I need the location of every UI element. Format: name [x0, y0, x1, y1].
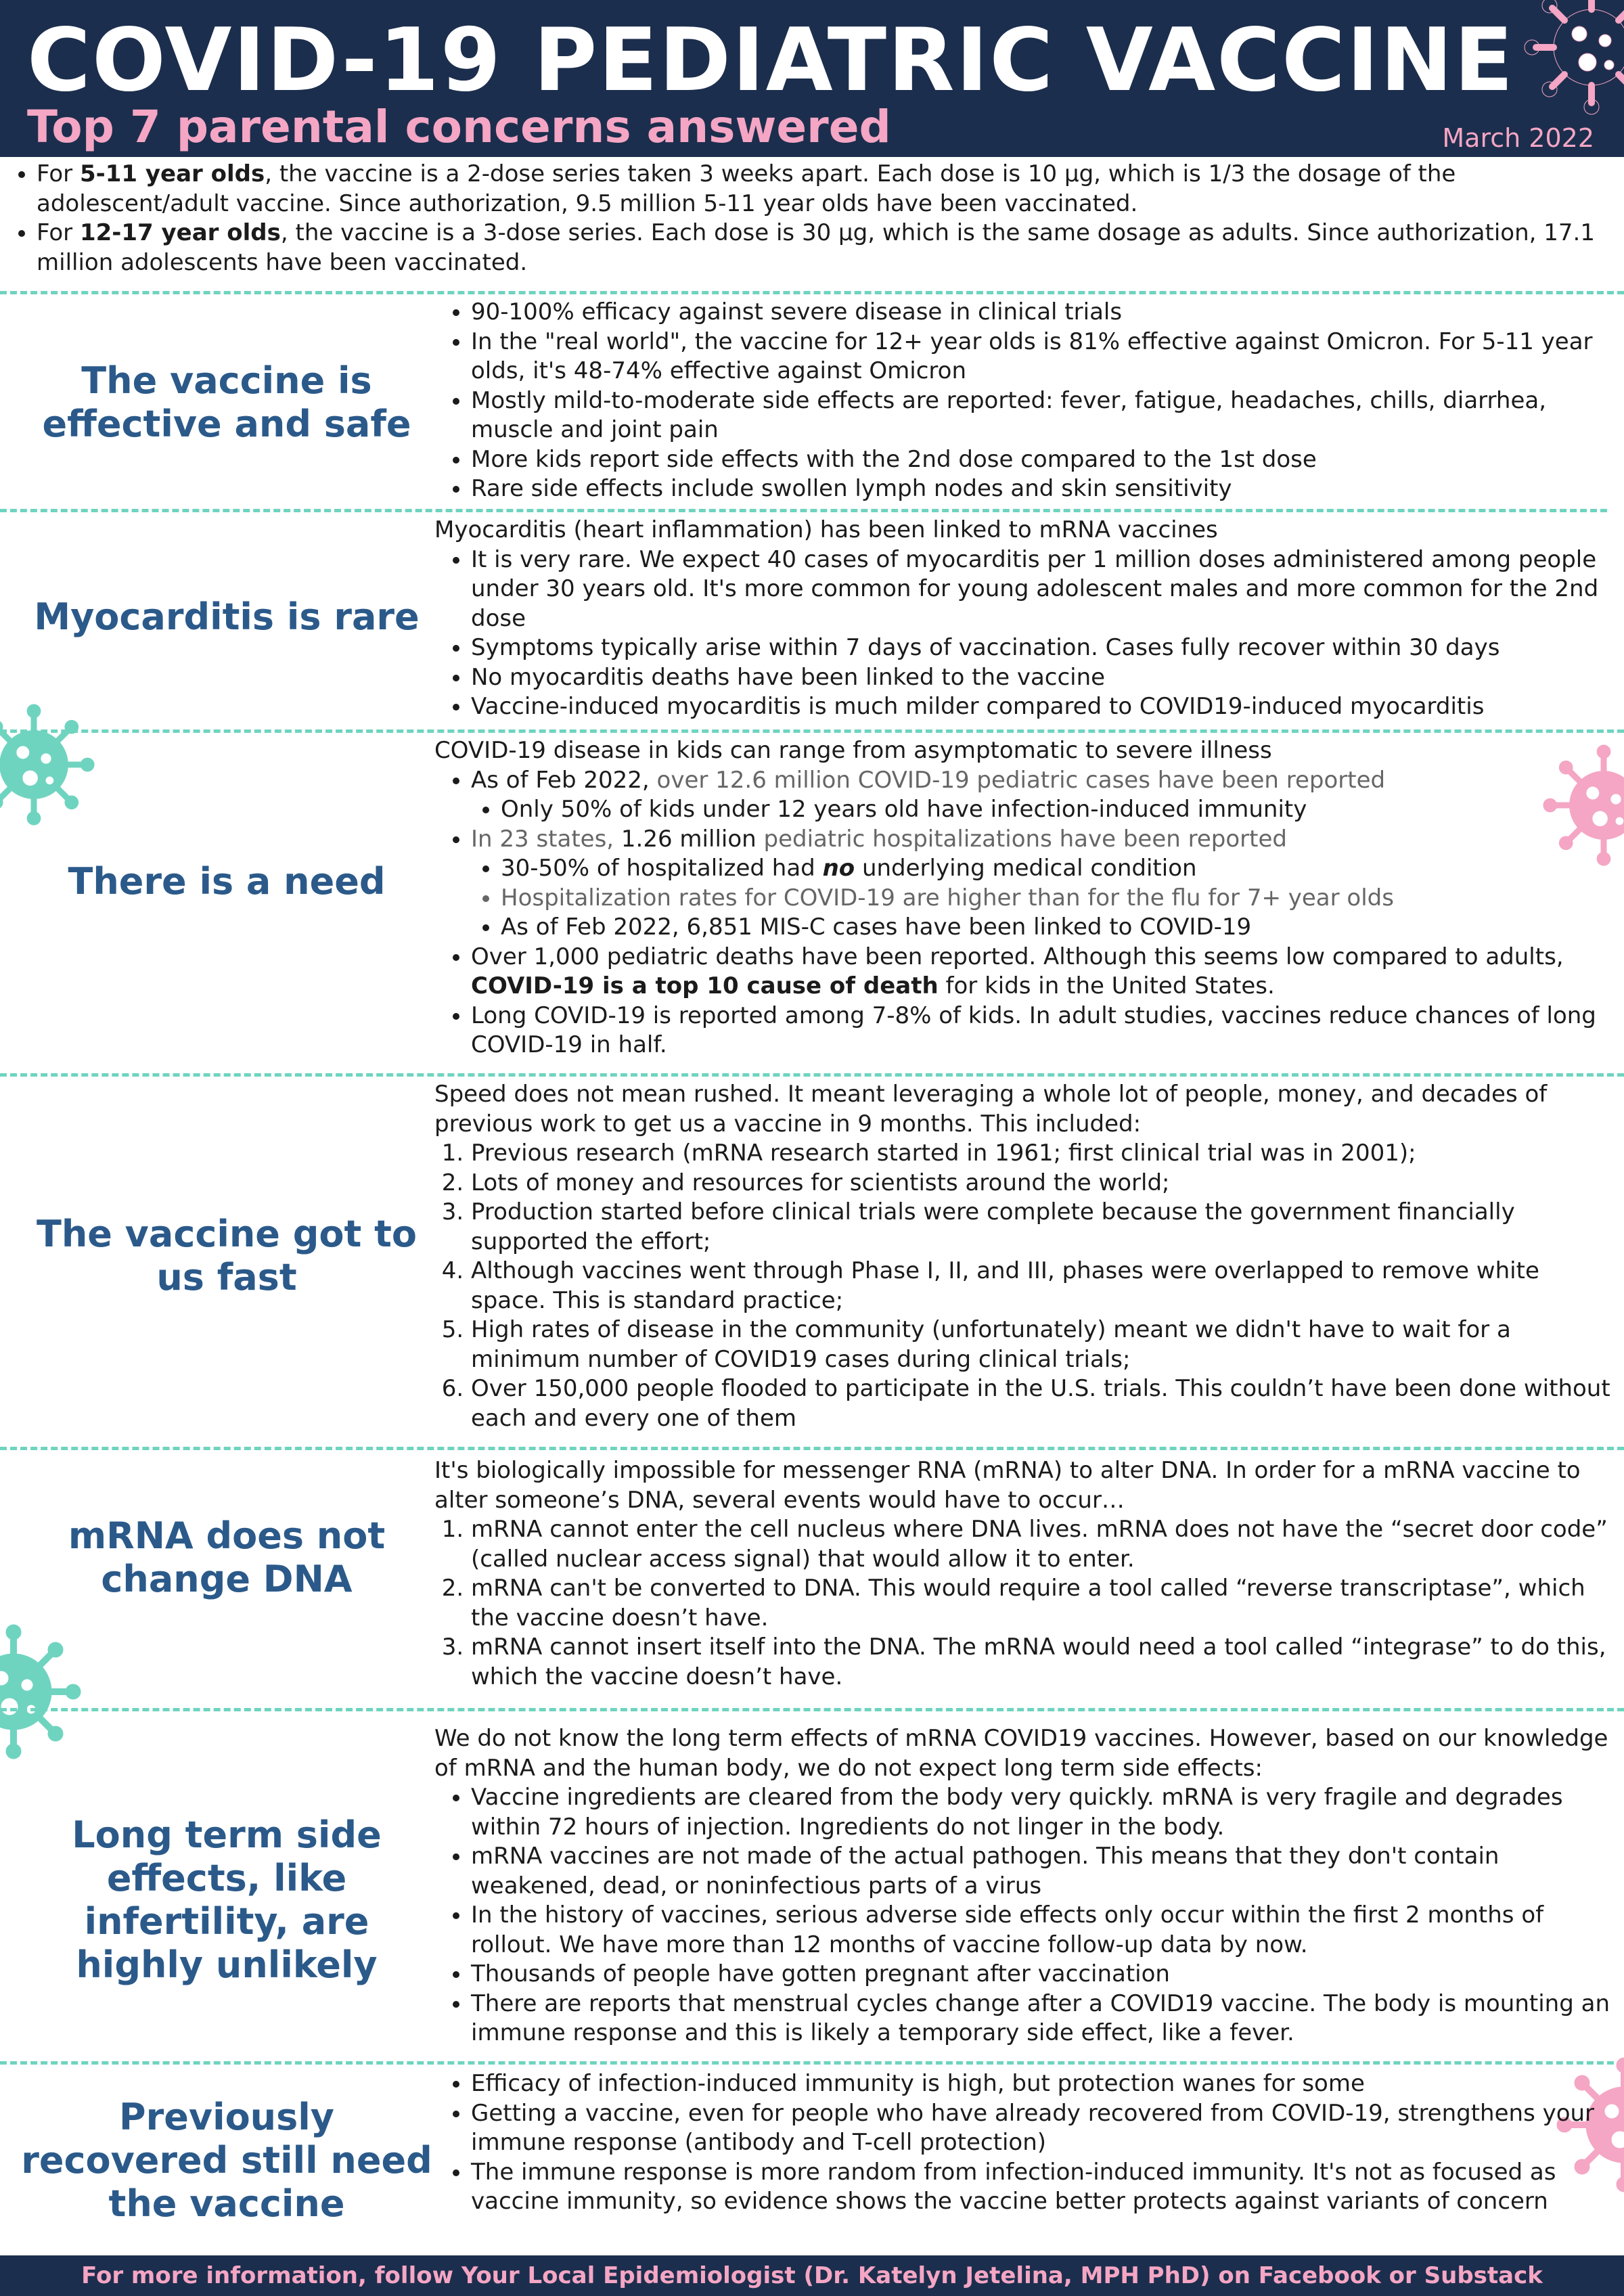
- bullet-list: [434, 766, 1612, 1060]
- list-item: • As of Feb 2022, over 12.6 million COVID-19 pediatric cases have been reported • Only 50% of kids under 12 years old have infection-induced immunity: [471, 766, 1612, 825]
- intro-list: [0, 160, 1624, 277]
- section-body: [434, 516, 1620, 722]
- section-divider: [0, 291, 1624, 294]
- section-divider: [0, 1073, 1624, 1077]
- list-item: 3. mRNA cannot insert itself into the DNA. The mRNA would need a tool called “integrase” to do this, which the vaccine doesn’t have.: [471, 1633, 1612, 1692]
- section-lead: COVID-19 disease in kids can range from asymptomatic to severe illness: [434, 737, 1272, 764]
- section-heading: Long term side effects, like infertility, are highly unlikely: [72, 1814, 382, 1986]
- bullet-list: [434, 1783, 1612, 2048]
- footer-text: For more information, follow Your Local Epidemiologist (Dr. Katelyn Jetelina, MPH PhD) on Facebook or Substack: [81, 2262, 1543, 2289]
- bullet-list: [434, 2069, 1612, 2217]
- sub-list: [471, 854, 1612, 943]
- list-item: • Efficacy of infection-induced immunity is high, but protection wanes for some: [471, 2069, 1612, 2099]
- section-divider: [0, 2061, 1624, 2065]
- list-item: • Long COVID-19 is reported among 7-8% of kids. In adult studies, vaccines reduce chances of long COVID-19 in half.: [471, 1001, 1612, 1060]
- list-item: • Vaccine-induced myocarditis is much milder compared to COVID19-induced myocarditis: [471, 692, 1620, 722]
- list-item: • Thousands of people have gotten pregnant after vaccination: [471, 1960, 1612, 1989]
- list-item: • More kids report side effects with the 2nd dose compared to the 1st dose: [471, 445, 1612, 475]
- sub-list: [471, 795, 1612, 825]
- page-subtitle: Top 7 parental concerns answered: [27, 101, 891, 153]
- list-item: 5. High rates of disease in the community (unfortunately) meant we didn't have to wait for a minimum number of COVID19 cases during clinical trials;: [471, 1315, 1612, 1374]
- section-divider: [0, 729, 1624, 733]
- list-item: • Mostly mild-to-moderate side effects are reported: fever, fatigue, headaches, chills, diarrhea, muscle and joint pain: [471, 386, 1612, 445]
- section-body: [434, 1724, 1612, 2048]
- list-item: • In the "real world", the vaccine for 12+ year olds is 81% effective against Omicron. For 5-11 year olds, it's 48-74% effective against Omicron: [471, 328, 1612, 386]
- section-lead: It's biologically impossible for messenger RNA (mRNA) to alter DNA. In order for a mRNA vaccine to alter someone’s DNA, several events would have to occur…: [434, 1457, 1581, 1514]
- list-item: • The immune response is more random from infection-induced immunity. It's not as focused as vaccine immunity, so evidence shows the vaccine better protects against variants of concern: [471, 2158, 1612, 2217]
- list-item: • 30-50% of hospitalized had no underlying medical condition: [501, 854, 1612, 884]
- list-item: • For 12-17 year olds, the vaccine is a 3-dose series. Each dose is 30 µg, which is the same dosage as adults. Since authorization, 17.1 million adolescents have been vaccinated.: [37, 219, 1624, 277]
- numbered-list: [434, 1515, 1612, 1692]
- list-item: • Vaccine ingredients are cleared from the body very quickly. mRNA is very fragile and degrades within 72 hours of injection. Ingredients do not linger in the body.: [471, 1783, 1612, 1842]
- section-body: [434, 298, 1612, 504]
- list-item: 2. mRNA can't be converted to DNA. This would require a tool called “reverse transcriptase”, which the vaccine doesn’t have.: [471, 1574, 1612, 1633]
- intro-section: [0, 160, 1624, 277]
- section-heading: Myocarditis is rare: [34, 595, 420, 638]
- list-item: • Rare side effects include swollen lymph nodes and skin sensitivity: [471, 474, 1612, 504]
- section-heading: The vaccine is effective and safe: [42, 359, 411, 445]
- list-item: • Getting a vaccine, even for people who have already recovered from COVID-19, strengthens your immune response (antibody and T-cell protection): [471, 2099, 1612, 2158]
- list-item: 1. Previous research (mRNA research started in 1961; first clinical trial was in 2001);: [471, 1139, 1612, 1169]
- list-item: 2. Lots of money and resources for scientists around the world;: [471, 1169, 1612, 1198]
- list-item: • Hospitalization rates for COVID-19 are higher than for the flu for 7+ year olds: [501, 884, 1612, 914]
- section-lead: Speed does not mean rushed. It meant leveraging a whole lot of people, money, and decades of previous work to get us a vaccine in 9 months. This included:: [434, 1081, 1548, 1138]
- list-item: • mRNA vaccines are not made of the actual pathogen. This means that they don't contain weakened, dead, or noninfectious parts of a virus: [471, 1842, 1612, 1901]
- section-divider: [0, 1447, 1624, 1450]
- section-body: [434, 1080, 1612, 1433]
- section-divider: [0, 1708, 1624, 1711]
- section-body: [434, 2069, 1612, 2217]
- list-item: • 90-100% efficacy against severe disease in clinical trials: [471, 298, 1612, 328]
- section-lead: We do not know the long term effects of mRNA COVID19 vaccines. However, based on our knowledge of mRNA and the human body, we do not expect long term side effects:: [434, 1725, 1608, 1782]
- section-divider: [0, 509, 1607, 512]
- list-item: • There are reports that menstrual cycles change after a COVID19 vaccine. The body is mounting an immune response and this is likely a temporary side effect, like a fever.: [471, 1989, 1612, 2048]
- list-item: • For 5-11 year olds, the vaccine is a 2-dose series taken 3 weeks apart. Each dose is 10 µg, which is 1/3 the dosage of the adolescent/adult vaccine. Since authorization, 9.5 million 5-11 year olds have been vaccinated.: [37, 160, 1624, 219]
- section-body: [434, 736, 1612, 1060]
- list-item: • As of Feb 2022, 6,851 MIS-C cases have been linked to COVID-19: [501, 913, 1612, 943]
- section-heading: There is a need: [68, 860, 386, 903]
- list-item: 1. mRNA cannot enter the cell nucleus where DNA lives. mRNA does not have the “secret door code” (called nuclear access signal) that would allow it to enter.: [471, 1515, 1612, 1574]
- list-item: • It is very rare. We expect 40 cases of myocarditis per 1 million doses administered among people under 30 years old. It's more common for young adolescent males and more common for the 2nd dose: [471, 545, 1620, 634]
- list-item: 4. Although vaccines went through Phase I, II, and III, phases were overlapped to remove white space. This is standard practice;: [471, 1257, 1612, 1315]
- bullet-list: [434, 545, 1620, 722]
- date-label: March 2022: [1442, 123, 1594, 153]
- list-item: 3. Production started before clinical trials were complete because the government financially supported the effort;: [471, 1198, 1612, 1257]
- section-heading: mRNA does not change DNA: [68, 1514, 386, 1600]
- list-item: • In the history of vaccines, serious adverse side effects only occur within the first 2 months of rollout. We have more than 12 months of vaccine follow-up data by now.: [471, 1901, 1612, 1960]
- list-item: • Over 1,000 pediatric deaths have been reported. Although this seems low compared to adults, COVID-19 is a top 10 cause of death for kids in the United States.: [471, 943, 1612, 1001]
- section-heading: Previously recovered still need the vaccine: [21, 2096, 432, 2225]
- list-item: • No myocarditis deaths have been linked to the vaccine: [471, 663, 1620, 693]
- list-item: • Symptoms typically arise within 7 days of vaccination. Cases fully recover within 30 days: [471, 633, 1620, 663]
- numbered-list: [434, 1139, 1612, 1433]
- bullet-list: [434, 298, 1612, 504]
- header-banner: [0, 0, 1624, 157]
- page-title: COVID-19 PEDIATRIC VACCINE: [27, 10, 1515, 111]
- footer-banner: [0, 2255, 1624, 2296]
- section-heading: The vaccine got to us fast: [36, 1213, 418, 1299]
- section-lead: Myocarditis (heart inflammation) has been linked to mRNA vaccines: [434, 516, 1218, 543]
- list-item: • Only 50% of kids under 12 years old have infection-induced immunity: [501, 795, 1612, 825]
- list-item: 6. Over 150,000 people flooded to participate in the U.S. trials. This couldn’t have been done without each and every one of them: [471, 1374, 1612, 1433]
- virus-icon: [1524, 0, 1624, 115]
- section-body: [434, 1456, 1612, 1692]
- list-item: • In 23 states, 1.26 million pediatric hospitalizations have been reported • 30-50% of hospitalized had no underlying medical condition • Hospitalization rates for COVID-19 are higher than for the flu for 7+ year olds • As of Feb 2022, 6,851 MIS-C cases have been linked to COVID-19: [471, 825, 1612, 943]
